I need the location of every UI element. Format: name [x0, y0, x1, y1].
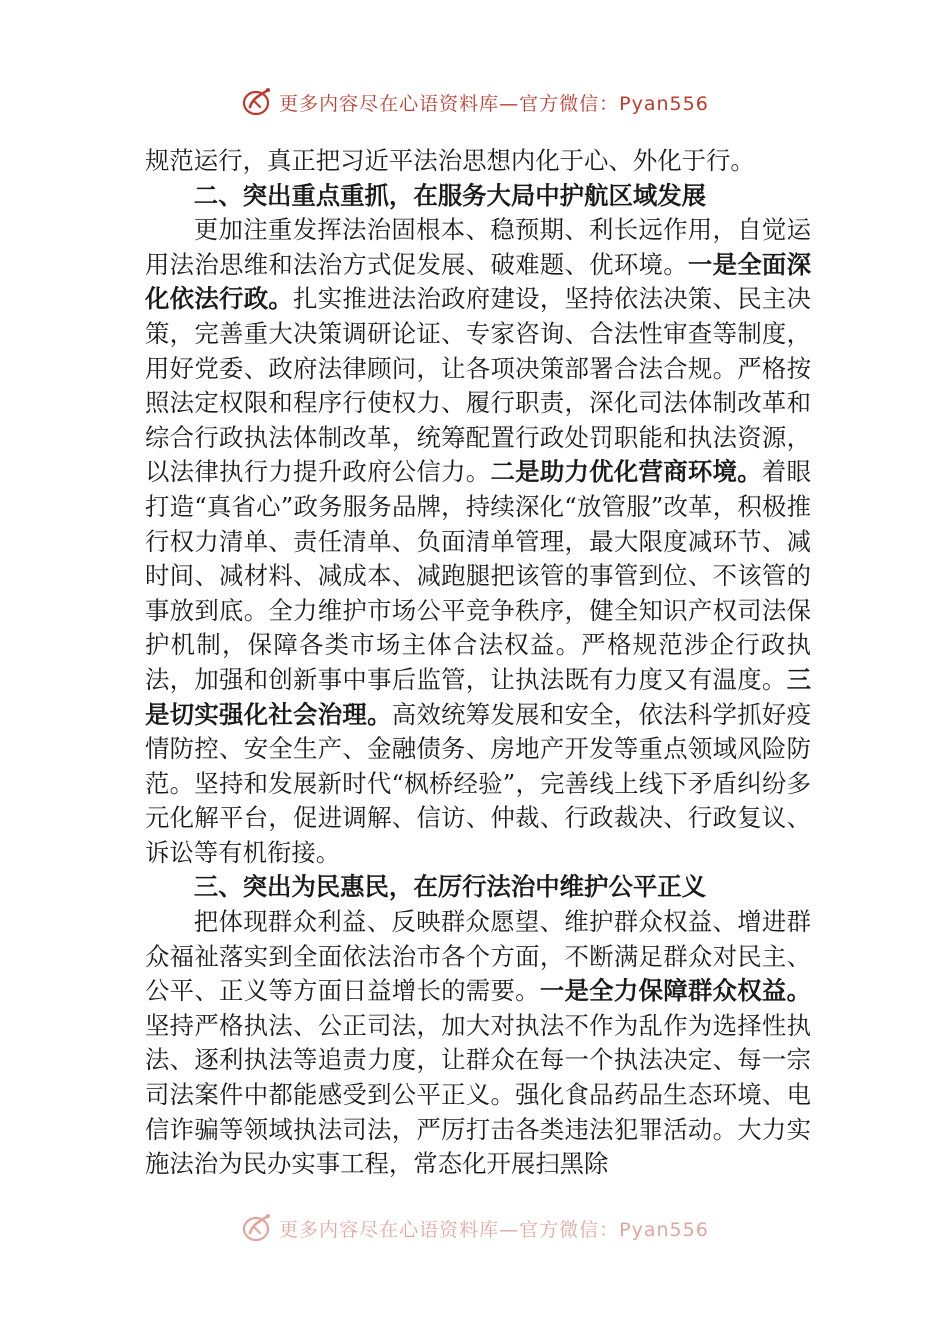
paragraph-text: 更加注重发挥法治固根本、稳预期、利长远作用，自觉运用法治思维和法治方式促发展、破难题、优环境。: [145, 215, 811, 279]
paragraph-section-2: [145, 213, 811, 870]
bold-lead-3: 三是切实强化社会治理。: [145, 664, 811, 729]
paragraph-text: 高效统筹发展和安全，依法科学抓好疫情防控、安全生产、金融债务、房地产开发等重点领域风险防范。坚持和发展新时代“枫桥经验”，完善线上线下矛盾纠纷多元化解平台，促进调解、信访、仲裁、行政裁决、行政复议、诉讼等有机衔接。: [145, 699, 811, 867]
logo-icon: [241, 85, 275, 119]
watermark-text: 更多内容尽在心语资料库—官方微信：Pyan556: [279, 1218, 709, 1241]
paragraph-section-3: [145, 905, 811, 1182]
paragraph-text: 坚持严格执法、公正司法，加大对执法不作为乱作为选择性执法、逐利执法等追责力度，让群众在每一个执法决定、每一宗司法案件中都能感受到公平正义。强化食品药品生态环境、电信诈骗等领域执法司法，严厉打击各类违法犯罪活动。大力实施法治为民办实事工程，常态化开展扫黑除: [145, 1010, 811, 1179]
watermark-footer: [0, 1208, 950, 1248]
paragraph-text: 扎实推进法治政府建设，坚持依法决策、民主决策，完善重大决策调研论证、专家咨询、合法性审查等制度，用好党委、政府法律顾问，让各项决策部署合法合规。严格按照法定权限和程序行使权力、履行职责，深化司法体制改革和综合行政执法体制改革，统筹配置行政处罚职能和执法资源，以法律执行力提升政府公信力。: [145, 284, 811, 487]
document-body: [145, 144, 811, 1222]
bold-lead-1: 一是全面深化依法行政。: [145, 249, 811, 314]
watermark-header: [0, 82, 950, 122]
paragraph-text: 着眼打造“真省心”政务服务品牌，持续深化“放管服”改革，积极推行权力清单、责任清单、负面清单管理，最大限度减环节、减时间、减材料、减成本、减跑腿把该管的事管到位、不该管的事放到底。全力维护市场公平竞争秩序，健全知识产权司法保护机制，保障各类市场主体合法权益。严格规范涉企行政执法，加强和创新事中事后监管，让执法既有力度又有温度。: [145, 457, 811, 694]
paragraph-text: 把体现群众利益、反映群众愿望、维护群众权益、增进群众福祉落实到全面依法治市各个方面，不断满足群众对民主、公平、正义等方面日益增长的需要。: [145, 907, 811, 1006]
bold-lead-2: 二是助力优化营商环境。: [490, 457, 762, 487]
watermark-text: 更多内容尽在心语资料库—官方微信：Pyan556: [279, 92, 709, 115]
section-heading-3: 三、突出为民惠民，在厉行法治中维护公平正义: [193, 872, 707, 902]
bold-lead-1: 一是全力保障群众权益。: [539, 976, 811, 1006]
section-heading-2: 二、突出重点重抓，在服务大局中护航区域发展: [193, 180, 707, 210]
logo-icon: [241, 1211, 275, 1245]
paragraph-continuation: 规范运行，真正把习近平法治思想内化于心、外化于行。: [145, 146, 755, 175]
